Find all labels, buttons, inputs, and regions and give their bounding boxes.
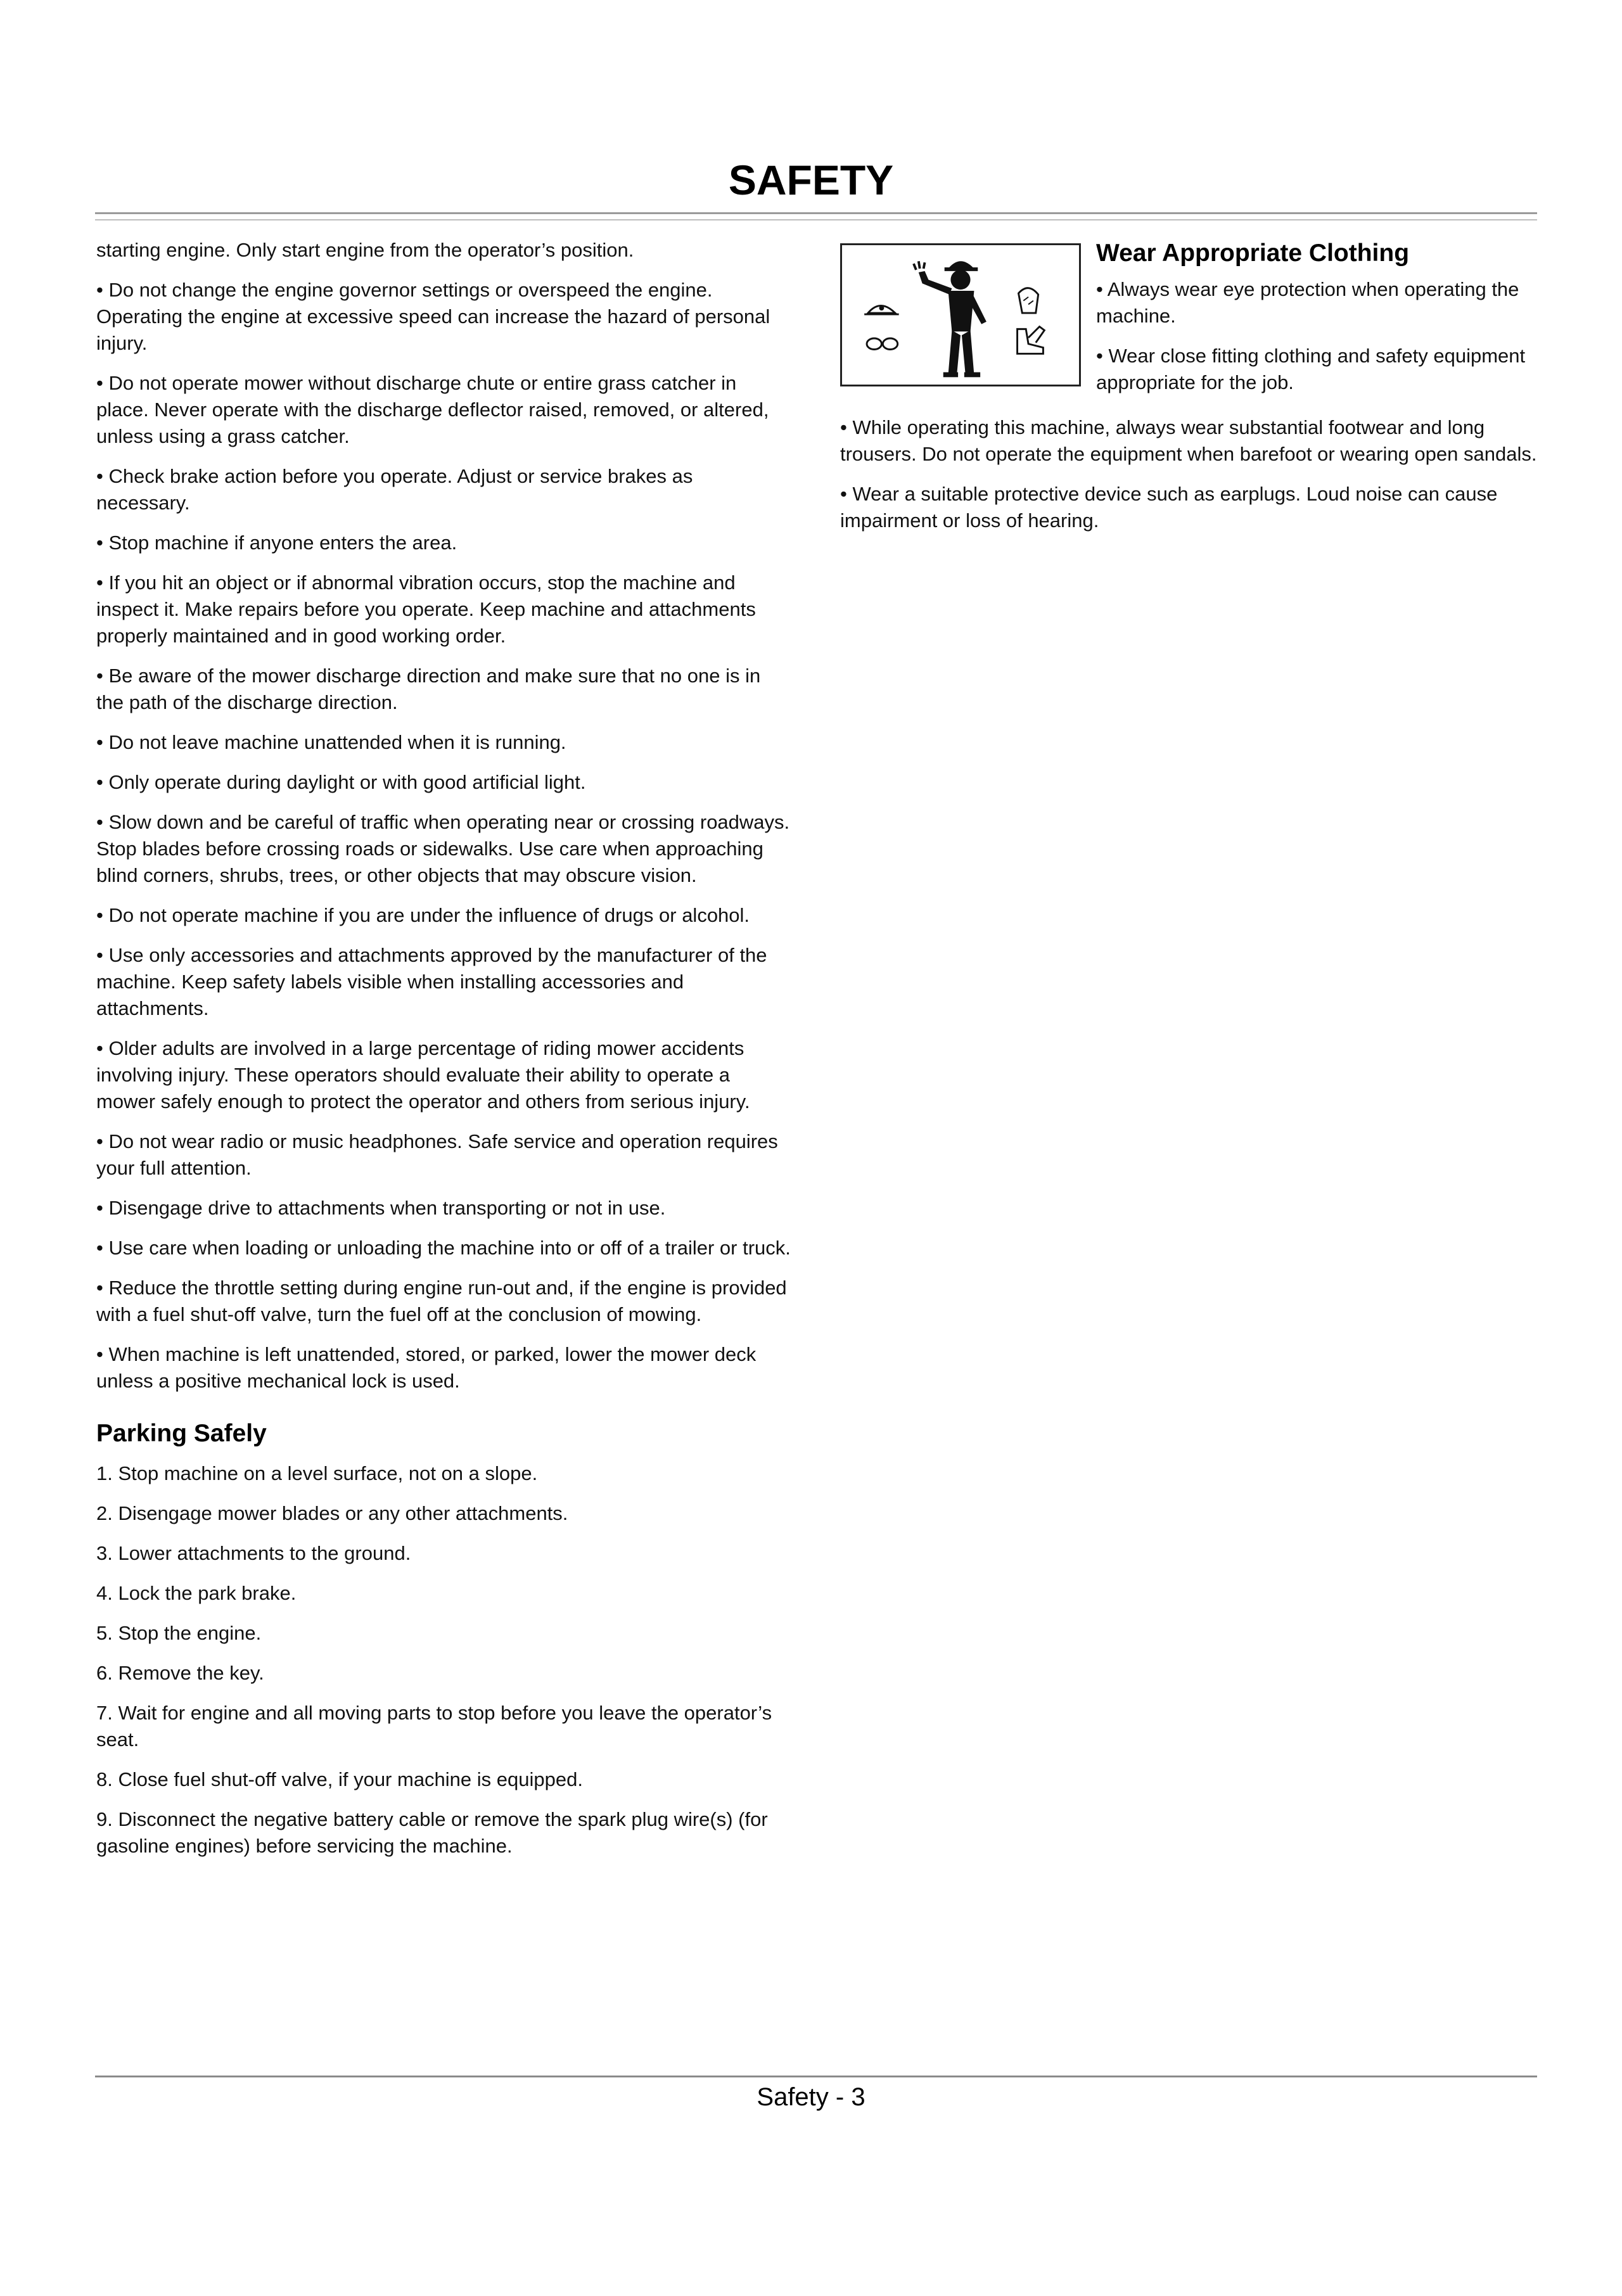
bullet-item: • While operating this machine, always wear substantial footwear and long trousers. Do not operate the equipment when barefoot or wearing open sandals.	[840, 416, 1537, 465]
bullet-item: • When machine is left unattended, stored, or parked, lower the mower deck unless a positive mechanical lock is used.	[96, 1343, 757, 1392]
parking-step: 9. Disconnect the negative battery cable or remove the spark plug wire(s) (for gasoline engines) before servicing the machine.	[96, 1808, 768, 1857]
bullet-item: • Use only accessories and attachments approved by the manufacturer of the machine. Keep safety labels visible when installing accessories and attachments.	[96, 944, 767, 1019]
bullet-item: • Slow down and be careful of traffic when operating near or crossing roadways. Stop blades before crossing roads or sidewalks. Use care when approaching blind corners, shrubs, trees, or other objects that may obscure vision.	[96, 811, 790, 886]
clothing-side-text	[1096, 237, 1537, 409]
page-footer: Safety - 3	[757, 2083, 865, 2111]
bullet-item: • Be aware of the mower discharge direction and make sure that no one is in the path of the discharge direction.	[96, 665, 761, 713]
bullet-item: • Always wear eye protection when operating the machine.	[1096, 278, 1519, 327]
left-column	[96, 237, 791, 1873]
header-rule-thin	[95, 219, 1537, 220]
protective-clothing-figure	[840, 243, 1081, 386]
parking-step: 8. Close fuel shut-off valve, if your machine is equipped.	[96, 1768, 583, 1790]
paragraph: starting engine. Only start engine from the operator’s position.	[96, 239, 634, 261]
page-title: SAFETY	[728, 156, 894, 203]
clothing-section	[840, 237, 1537, 408]
right-column-bullets	[840, 414, 1537, 547]
section-heading-clothing: Wear Appropriate Clothing	[1096, 239, 1410, 267]
bullet-item: • Disengage drive to attachments when transporting or not in use.	[96, 1197, 666, 1219]
parking-step: 3. Lower attachments to the ground.	[96, 1542, 411, 1564]
bullet-item: • Do not wear radio or music headphones. Safe service and operation requires your full attention.	[96, 1130, 778, 1179]
bullet-item: • Wear a suitable protective device such as earplugs. Loud noise can cause impairment or loss of hearing.	[840, 483, 1498, 532]
bullet-item: • Stop machine if anyone enters the area.	[96, 532, 457, 554]
bullet-item: • Do not operate machine if you are under the influence of drugs or alcohol.	[96, 904, 750, 926]
parking-step: 2. Disengage mower blades or any other attachments.	[96, 1502, 568, 1524]
bullet-item: • Only operate during daylight or with good artificial light.	[96, 771, 586, 793]
parking-step: 1. Stop machine on a level surface, not on a slope.	[96, 1462, 538, 1484]
bullet-item: • If you hit an object or if abnormal vibration occurs, stop the machine and inspect it. Make repairs before you operate. Keep machine and attachments properly maintained and in good working order.	[96, 571, 756, 647]
bullet-item: • Reduce the throttle setting during engine run-out and, if the engine is provided with a fuel shut-off valve, turn the fuel off at the conclusion of mowing.	[96, 1277, 787, 1325]
bullet-item: • Older adults are involved in a large percentage of riding mower accidents involving injury. These operators should evaluate their ability to operate a mower safely enough to protect the operator and others from serious injury.	[96, 1037, 750, 1113]
bullet-item: • Check brake action before you operate. Adjust or service brakes as necessary.	[96, 465, 693, 514]
parking-step: 4. Lock the park brake.	[96, 1582, 297, 1604]
parking-step: 7. Wait for engine and all moving parts to stop before you leave the operator’s seat.	[96, 1702, 772, 1751]
parking-step: 5. Stop the engine.	[96, 1622, 262, 1644]
footer-rule	[95, 2076, 1537, 2077]
bullet-item: • Use care when loading or unloading the machine into or off of a trailer or truck.	[96, 1237, 791, 1259]
header-rule	[95, 212, 1537, 214]
bullet-item: • Do not leave machine unattended when it is running.	[96, 731, 566, 753]
bullet-item: • Do not operate mower without discharge chute or entire grass catcher in place. Never operate with the discharge deflector raised, removed, or altered, unless using a grass catcher.	[96, 372, 769, 447]
parking-step: 6. Remove the key.	[96, 1662, 264, 1684]
bullet-item: • Wear close fitting clothing and safety equipment appropriate for the job.	[1096, 345, 1526, 393]
section-heading-parking: Parking Safely	[96, 1420, 267, 1447]
protective-clothing-figure-icon	[842, 245, 1079, 385]
bullet-item: • Do not change the engine governor settings or overspeed the engine. Operating the engine at excessive speed can increase the hazard of personal injury.	[96, 279, 770, 354]
